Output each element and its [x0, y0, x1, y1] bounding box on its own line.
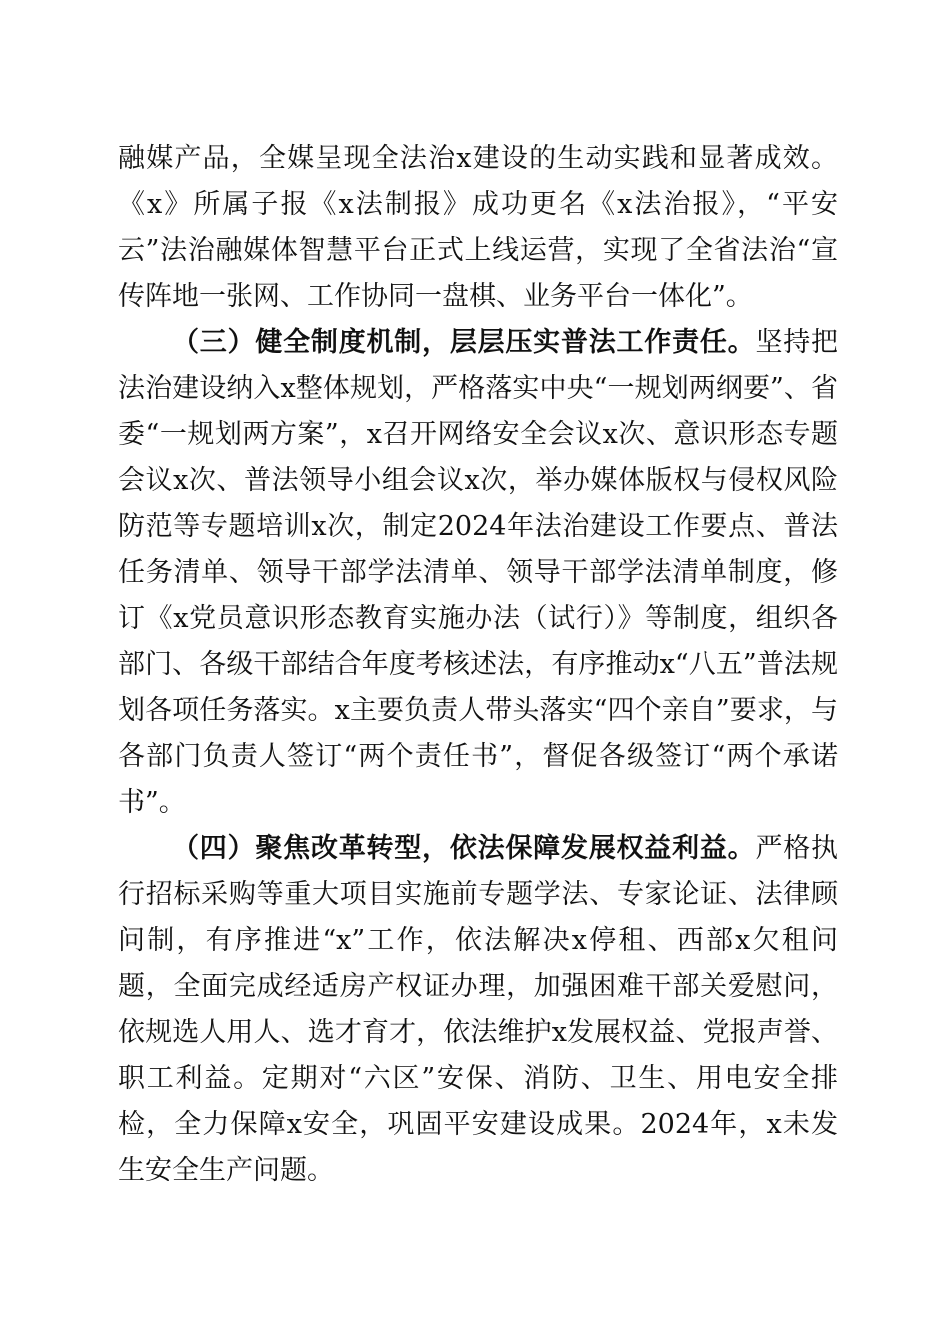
paragraph-continuation: [118, 136, 838, 320]
paragraph-section-four: [118, 826, 838, 1194]
paragraph-section-three: [118, 320, 838, 826]
paragraph-body: 坚持把法治建设纳入x整体规划，严格落实中央“一规划两纲要”、省委“一规划两方案”，x召开网络安全会议x次、意识形态专题会议x次、普法领导小组会议x次，举办媒体版权与侵权风险防范等专题培训x次，制定2024年法治建设工作要点、普法任务清单、领导干部学法清单、领导干部学法清单制度，修订《x党员意识形态教育实施办法（试行）》等制度，组织各部门、各级干部结合年度考核述法，有序推动x“八五”普法规划各项任务落实。x主要负责人带头落实“四个亲自”要求，与各部门负责人签订“两个责任书”，督促各级签订“两个承诺书”。: [118, 327, 839, 818]
paragraph-body: 严格执行招标采购等重大项目实施前专题学法、专家论证、法律顾问制，有序推进“x”工作，依法解决x停租、西部x欠租问题，全面完成经适房产权证办理，加强困难干部关爱慰问，依规选人用人、选才育才，依法维护x发展权益、党报声誉、职工利益。定期对“六区”安保、消防、卫生、用电安全排检，全力保障x安全，巩固平安建设成果。2024年，x未发生安全生产问题。: [118, 833, 839, 1186]
document-body: [118, 136, 838, 1194]
paragraph-body: 融媒产品，全媒呈现全法治x建设的生动实践和显著成效。《x》所属子报《x法制报》成功更名《x法治报》，“平安云”法治融媒体智慧平台正式上线运营，实现了全省法治“宣传阵地一张网、工作协同一盘棋、业务平台一体化”。: [118, 143, 838, 312]
section-heading-three: （三）健全制度机制，层层压实普法工作责任。: [172, 327, 756, 358]
section-heading-four: （四）聚焦改革转型，依法保障发展权益利益。: [172, 833, 756, 864]
